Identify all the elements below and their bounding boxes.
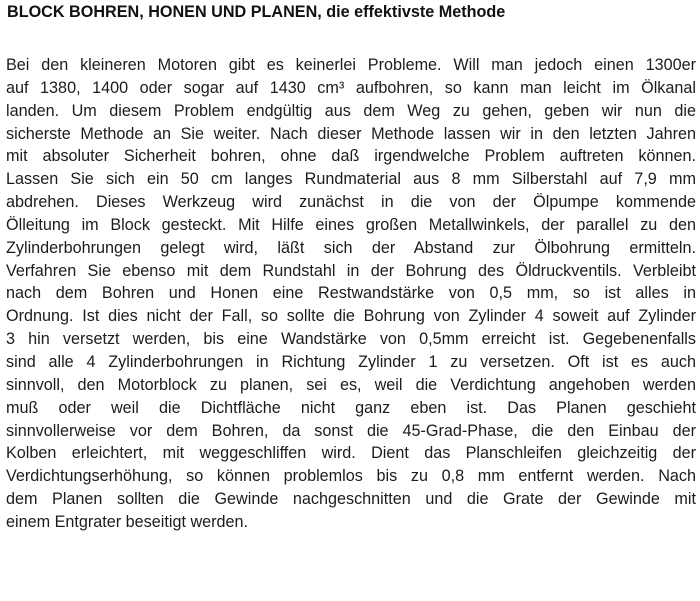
text-line: 3 hin versetzt werden, bis eine Wandstärke von 0,5mm erreicht ist. Gegebenenfalls bbox=[6, 330, 696, 349]
text-line: Verdichtungserhöhung, so können problemlos bis zu 0,8 mm entfernt werden. Nach bbox=[6, 467, 696, 486]
text-line: Lassen Sie sich ein 50 cm langes Rundmaterial aus 8 mm Silberstahl auf 7,9 mm bbox=[6, 170, 696, 189]
text-line: einem Entgrater beseitigt werden. bbox=[6, 512, 249, 531]
text-line: landen. Um diesem Problem endgültig aus dem Weg zu gehen, geben wir nun die bbox=[6, 101, 696, 120]
text-line: dem Planen sollten die Gewinde nachgeschnitten und die Grate der Gewinde mit bbox=[6, 490, 696, 509]
text-line: nach dem Bohren und Honen eine Restwandstärke von 0,5 mm, so ist alles in bbox=[6, 284, 696, 303]
text-line: sinnvoll, den Motorblock zu planen, sei es, weil die Verdichtung angehoben werden bbox=[6, 375, 696, 394]
text-line: mit absoluter Sicherheit bohren, ohne daß irgendwelche Problem auftreten können. bbox=[6, 147, 696, 166]
text-line: Ordnung. Ist dies nicht der Fall, so sollte die Bohrung von Zylinder 4 soweit auf Zylinder bbox=[6, 307, 696, 326]
text-line: Zylinderbohrungen gelegt wird, läßt sich der Abstand zur Ölbohrung ermitteln. bbox=[6, 238, 696, 257]
document-title: BLOCK BOHREN, HONEN UND PLANEN, die effektivste Methode bbox=[7, 3, 506, 21]
document-body bbox=[6, 54, 696, 534]
text-line: sinnvollerweise vor dem Bohren, da sonst die 45-Grad-Phase, die den Einbau der bbox=[6, 421, 696, 440]
text-line: Verfahren Sie ebenso mit dem Rundstahl in der Bohrung des Öldruckventils. Verbleibt bbox=[6, 261, 696, 280]
text-line: abdrehen. Dieses Werkzeug wird zunächst in die von der Ölpumpe kommende bbox=[6, 193, 696, 212]
text-line: Ölleitung im Block gesteckt. Mit Hilfe eines großen Metallwinkels, der parallel zu den bbox=[6, 215, 696, 234]
text-line: muß oder weil die Dichtfläche nicht ganz eben ist. Das Planen geschieht bbox=[6, 398, 696, 417]
text-line: Kolben erleichtert, mit weggeschliffen wird. Dient das Planschleifen gleichzeitig der bbox=[6, 444, 696, 463]
text-line: sicherste Methode an Sie weiter. Nach dieser Methode lassen wir in den letzten Jahren bbox=[6, 124, 696, 143]
text-line: Bei den kleineren Motoren gibt es keinerlei Probleme. Will man jedoch einen 1300er bbox=[6, 56, 696, 74]
text-line: sind alle 4 Zylinderbohrungen in Richtung Zylinder 1 zu versetzen. Oft ist es auch bbox=[6, 352, 696, 371]
text-line: auf 1380, 1400 oder sogar auf 1430 cm³ aufbohren, so kann man leicht im Ölkanal bbox=[6, 78, 696, 97]
